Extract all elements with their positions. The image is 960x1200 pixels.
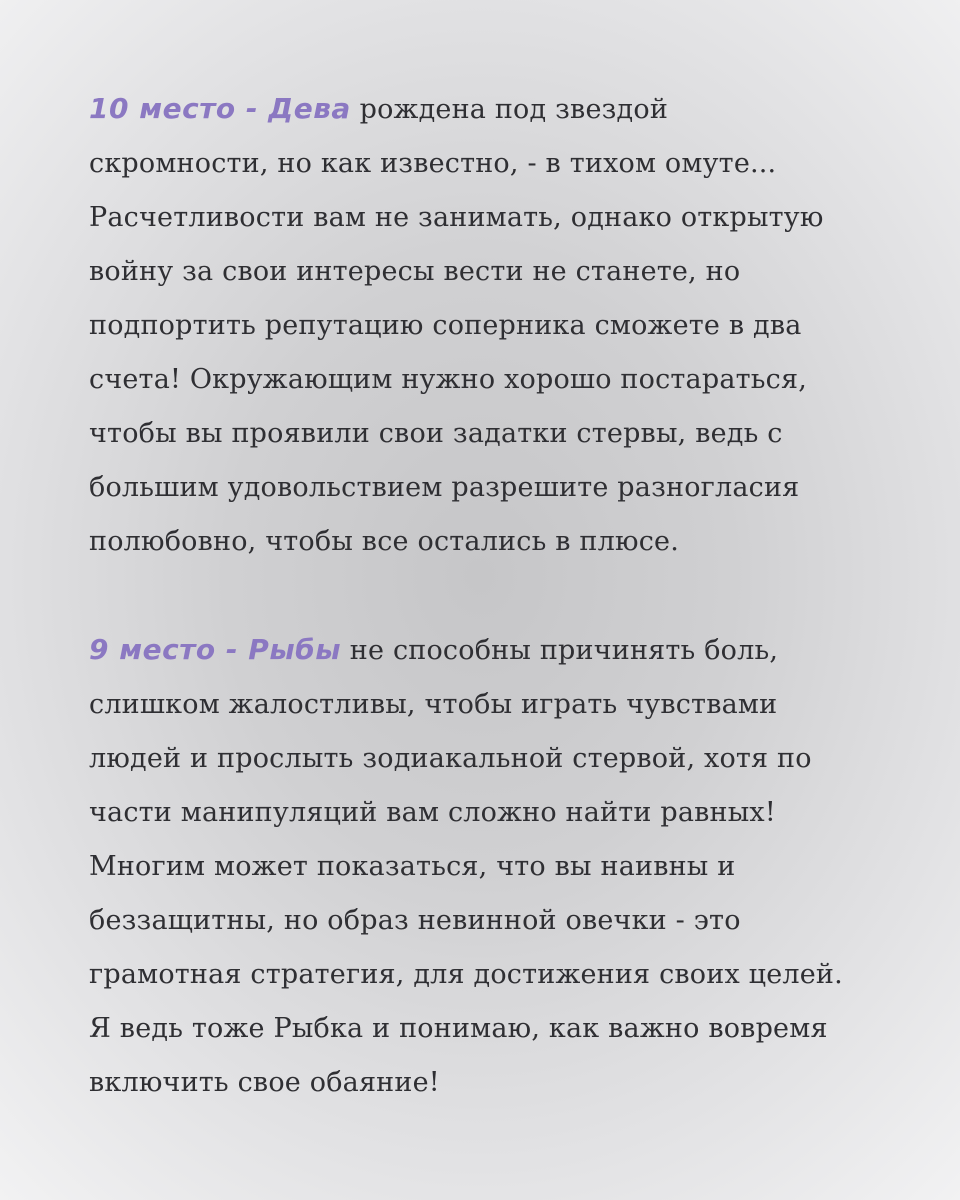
section-heading-line bbox=[89, 623, 880, 678]
body-line: людей и прослыть зодиакальной стервой, хотя по bbox=[89, 743, 812, 774]
body-line: Многим может показаться, что вы наивны и bbox=[89, 851, 736, 882]
body-line: полюбовно, чтобы все остались в плюсе. bbox=[89, 526, 679, 557]
body-line: счета! Окружающим нужно хорошо постараться, bbox=[89, 364, 807, 395]
heading-rest-text: рождена под звездой bbox=[350, 94, 669, 125]
body-line: Расчетливости вам не занимать, однако открытую bbox=[89, 202, 824, 233]
body-line: части манипуляций вам сложно найти равных! bbox=[89, 797, 776, 828]
body-line: включить свое обаяние! bbox=[89, 1067, 440, 1098]
body-line: беззащитны, но образ невинной овечки - это bbox=[89, 905, 741, 936]
section-virgo bbox=[89, 82, 880, 569]
body-line: войну за свои интересы вести не станете, но bbox=[89, 256, 741, 287]
zodiac-sign-label: Дева bbox=[268, 92, 351, 125]
heading-dash: - bbox=[235, 92, 269, 125]
body-line: грамотная стратегия, для достижения своих целей. bbox=[89, 959, 843, 990]
body-line: скромности, но как известно, - в тихом омуте... bbox=[89, 148, 777, 179]
place-label: 10 место bbox=[89, 92, 236, 125]
heading-rest-text: не способны причинять боль, bbox=[341, 635, 779, 666]
place-label: 9 место bbox=[89, 633, 216, 666]
section-heading-line bbox=[89, 82, 880, 137]
body-line: слишком жалостливы, чтобы играть чувствами bbox=[89, 689, 778, 720]
body-line: чтобы вы проявили свои задатки стервы, ведь с bbox=[89, 418, 783, 449]
body-line: большим удовольствием разрешите разногласия bbox=[89, 472, 800, 503]
body-line: Я ведь тоже Рыбка и понимаю, как важно вовремя bbox=[89, 1013, 828, 1044]
body-line: подпортить репутацию соперника сможете в два bbox=[89, 310, 802, 341]
zodiac-sign-label: Рыбы bbox=[248, 633, 342, 666]
section-pisces bbox=[89, 623, 880, 1110]
heading-dash: - bbox=[215, 633, 249, 666]
